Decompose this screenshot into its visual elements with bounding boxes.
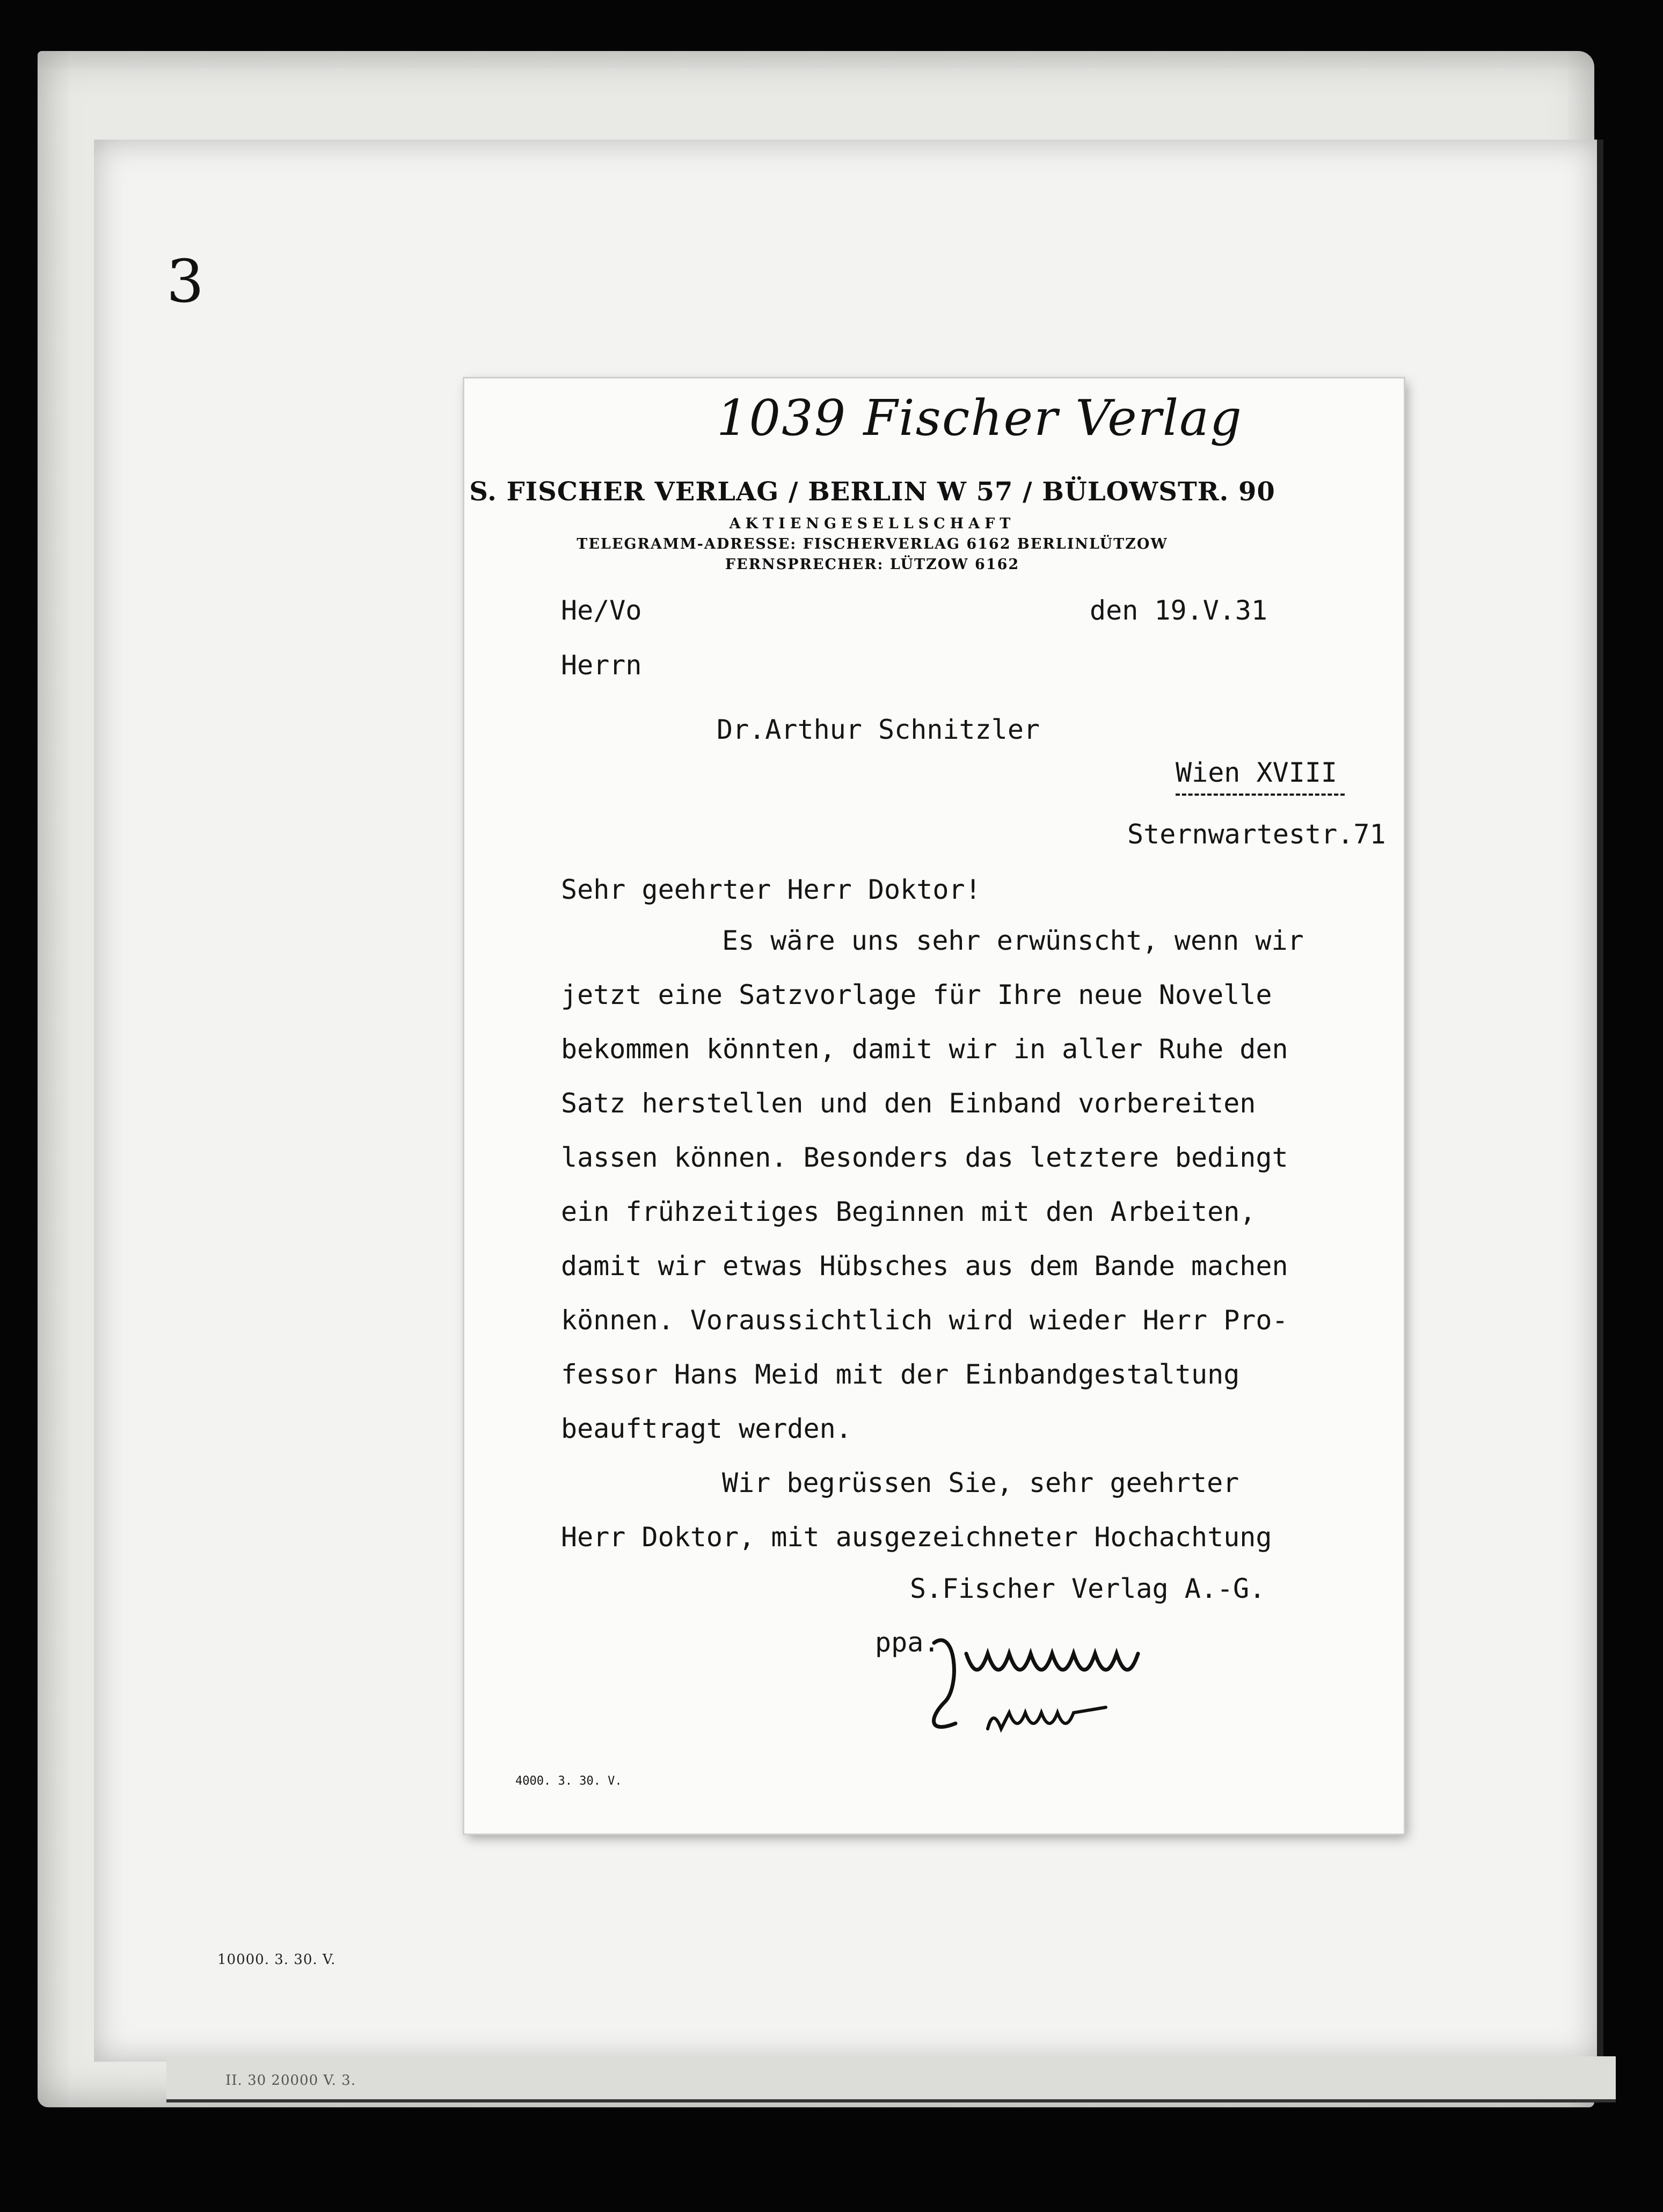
body-line: damit wir etwas Hübsches aus dem Bande machen — [561, 1250, 1288, 1282]
body-line: jetzt eine Satzvorlage für Ihre neue Novelle — [561, 979, 1272, 1010]
closing-company: S.Fischer Verlag A.-G. — [910, 1573, 1266, 1604]
body-line: lassen können. Besonders das letztere bedingt — [561, 1142, 1288, 1173]
letter-date: den 19.V.31 — [1090, 595, 1268, 626]
body-line: können. Voraussichtlich wird wieder Herr Pro- — [561, 1305, 1288, 1336]
letterhead-title: S. FISCHER VERLAG / BERLIN W 57 / BÜLOWSTR. 90 — [469, 477, 1275, 507]
body-line: ein frühzeitiges Beginnen mit den Arbeiten, — [561, 1196, 1256, 1227]
addressee-name: Dr.Arthur Schnitzler — [717, 714, 1040, 745]
addressee-city: Wien XVIII — [1176, 757, 1338, 788]
reference-code: He/Vo — [561, 595, 642, 626]
form-code: 4000. 3. 30. V. — [515, 1774, 622, 1788]
addressee-street: Sternwartestr.71 — [1127, 819, 1386, 850]
letterhead-phone: FERNSPRECHER: LÜTZOW 6162 — [725, 556, 1020, 573]
closing-ppa: ppa. — [875, 1627, 940, 1658]
body-line: Wir begrüssen Sie, sehr geehrter — [722, 1467, 1239, 1498]
greeting: Sehr geehrter Herr Doktor! — [561, 874, 981, 905]
body-line: Es wäre uns sehr erwünscht, wenn wir — [722, 925, 1304, 956]
body-line: Satz herstellen und den Einband vorbereiten — [561, 1088, 1256, 1119]
archive-note: 1039 Fischer Verlag — [717, 389, 1243, 447]
margin-mark: 3 — [166, 247, 204, 316]
letter-body — [561, 925, 1304, 1575]
addressee-salutation: Herrn — [561, 650, 642, 681]
bottom-sheet-code: II. 30 20000 V. 3. — [225, 2072, 356, 2089]
body-line: beauftragt werden. — [561, 1413, 852, 1444]
letterhead-subtitle: AKTIENGESELLSCHAFT — [729, 515, 1016, 532]
bottom-sheet-edge — [166, 2056, 1616, 2102]
handwritten-signature — [923, 1621, 1256, 1761]
outer-sheet-code: 10000. 3. 30. V. — [217, 1952, 336, 1968]
city-underline — [1176, 794, 1345, 796]
body-line: bekommen könnten, damit wir in aller Ruhe den — [561, 1034, 1288, 1065]
body-line: Herr Doktor, mit ausgezeichneter Hochachtung — [561, 1522, 1272, 1553]
letterhead-telegram: TELEGRAMM-ADRESSE: FISCHERVERLAG 6162 BERLINLÜTZOW — [577, 536, 1168, 552]
body-line: fessor Hans Meid mit der Einbandgestaltung — [561, 1359, 1240, 1390]
